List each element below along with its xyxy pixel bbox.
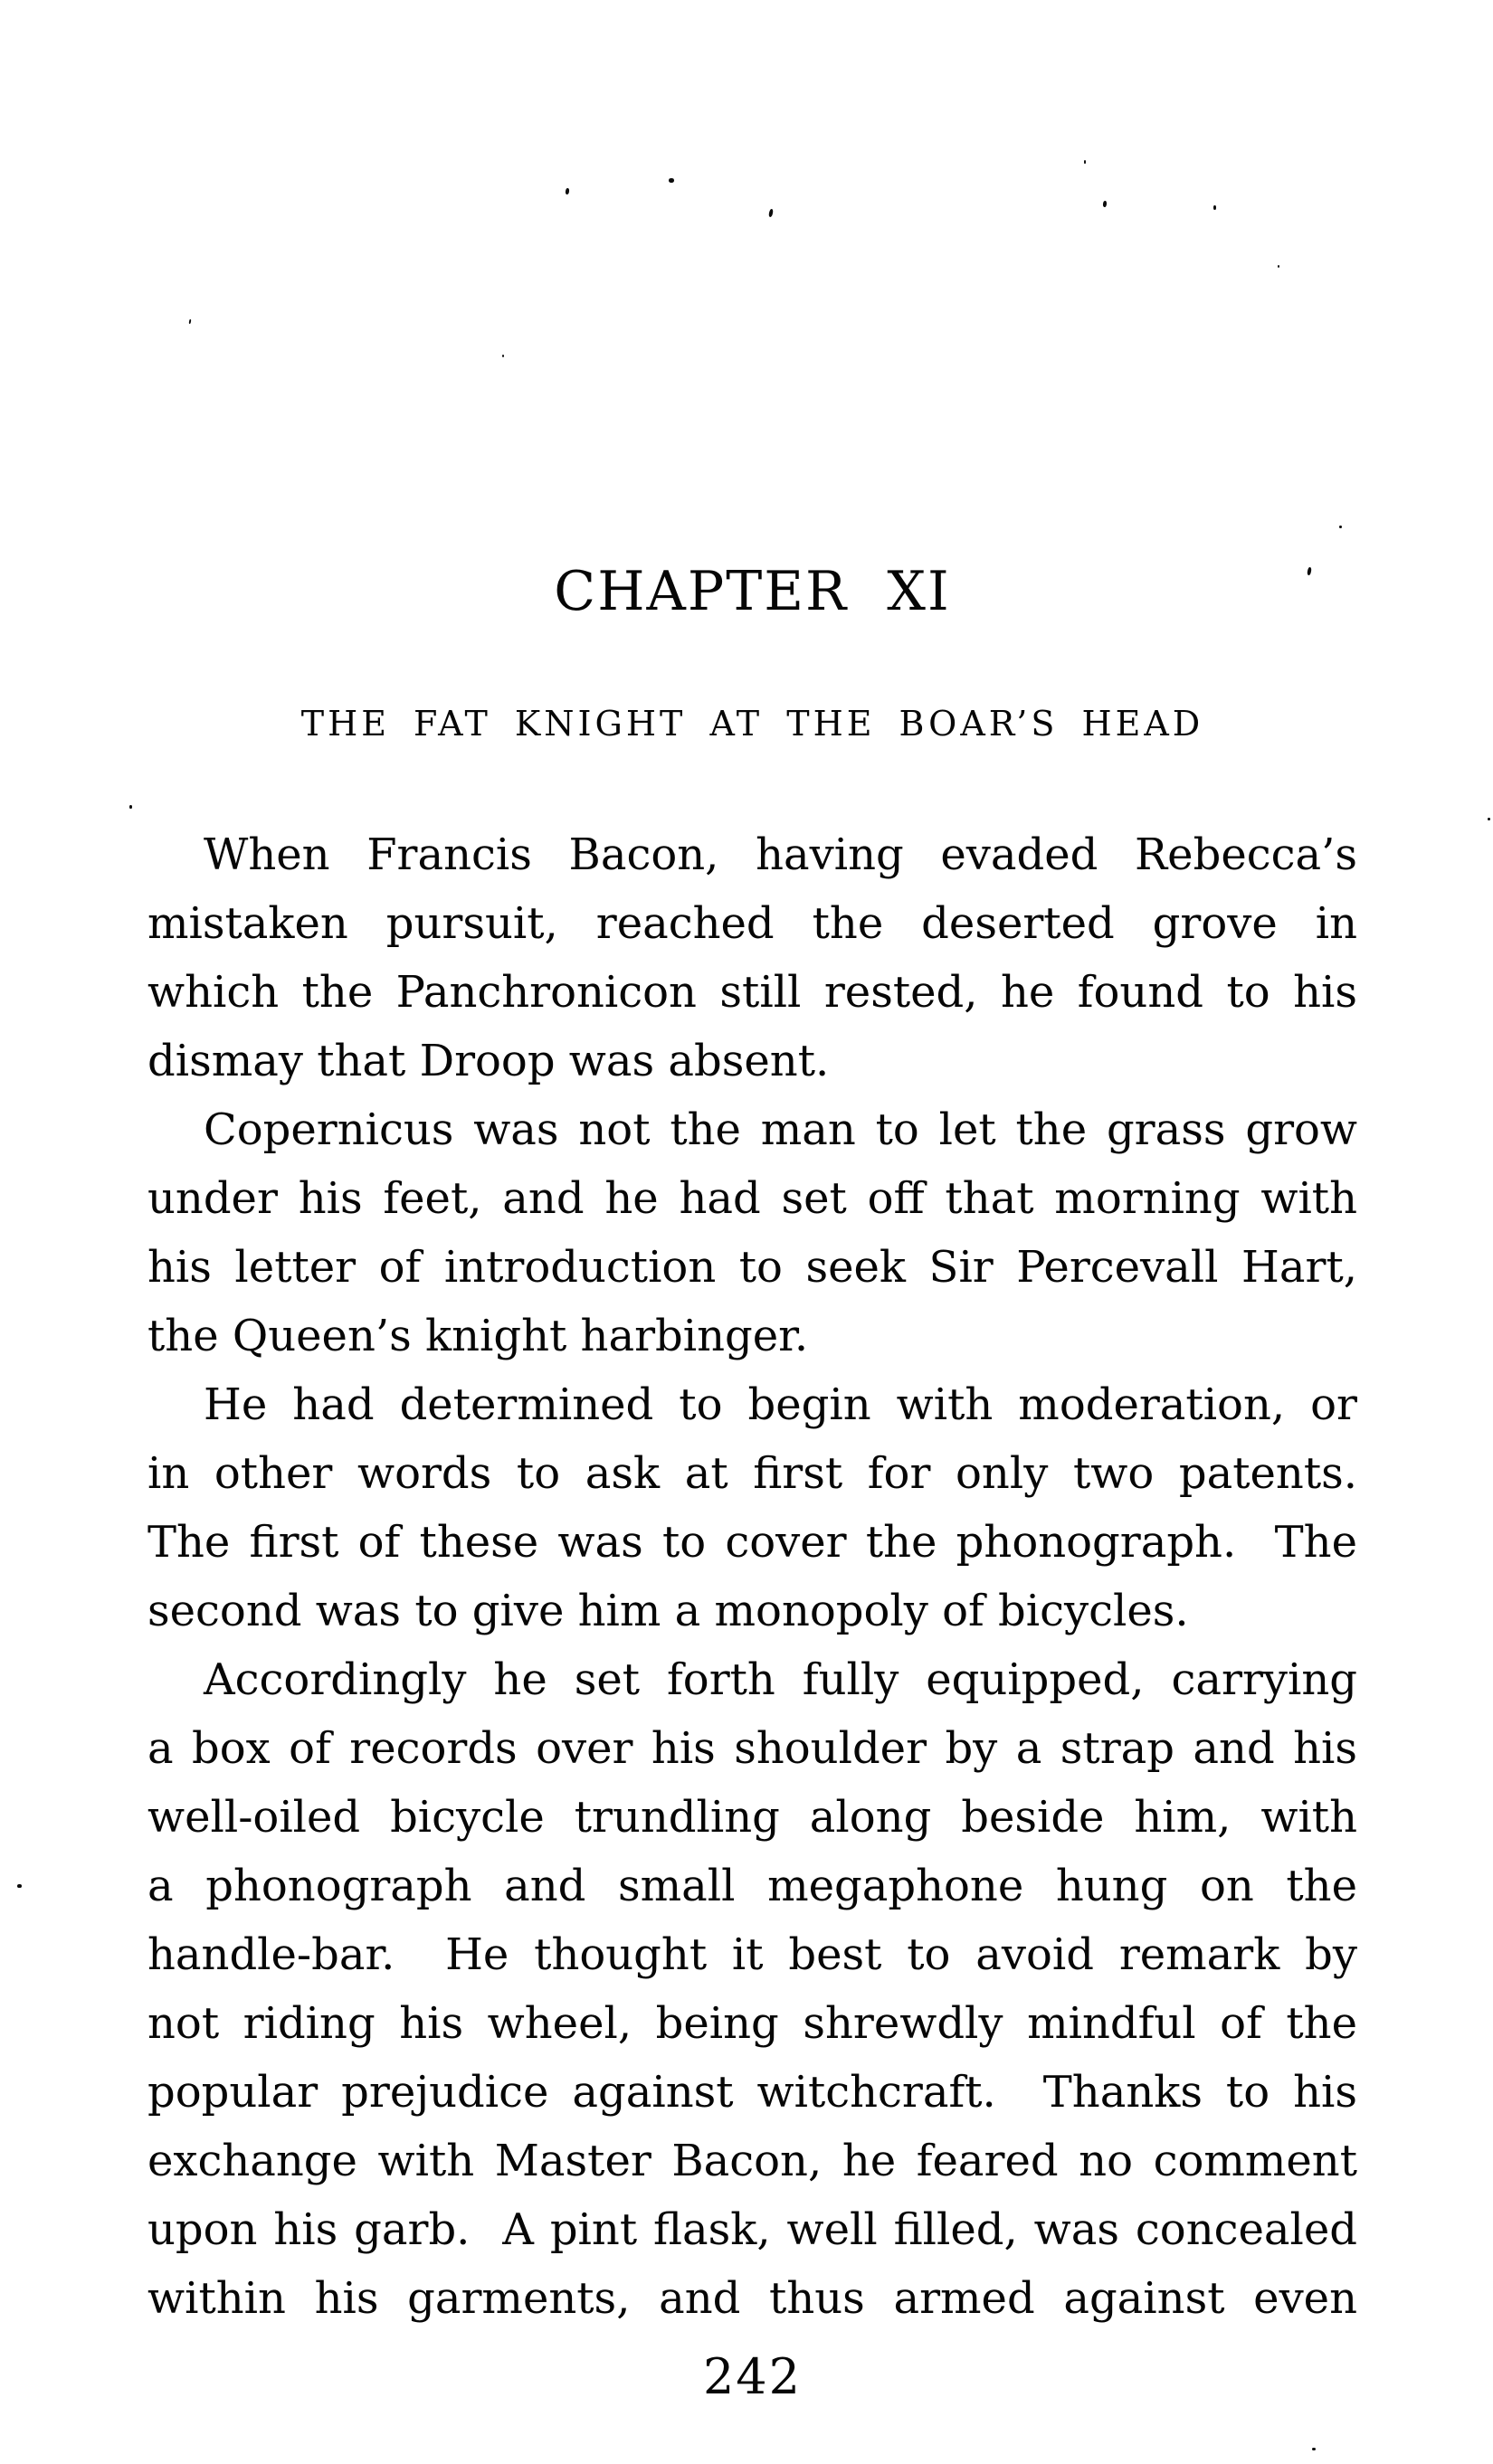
text-line: dismay that Droop was absent.: [147, 1036, 830, 1086]
text-line: not riding his wheel, being shrewdly mindful of the: [147, 1998, 1357, 2049]
text-line: He had determined to begin with moderation, or: [204, 1379, 1357, 1430]
text-line: a box of records over his shoulder by a strap and his: [147, 1723, 1357, 1774]
scan-speck: [1084, 160, 1086, 164]
scan-speck: [1278, 265, 1279, 268]
text-line: popular prejudice against witchcraft. Thanks to his: [147, 2067, 1357, 2118]
text-line: a phonograph and small megaphone hung on the: [147, 1861, 1357, 1911]
text-line: under his feet, and he had set off that morning with: [147, 1173, 1357, 1224]
scan-speck: [502, 355, 504, 357]
text-line: Accordingly he set forth fully equipped, carrying: [204, 1654, 1357, 1705]
chapter-subtitle: THE FAT KNIGHT AT THE BOAR’S HEAD: [300, 704, 1204, 744]
scan-speck: [1312, 2448, 1316, 2450]
scan-speck: [1339, 526, 1342, 528]
body-text: [147, 820, 1357, 2333]
text-line: second was to give him a monopoly of bicycles.: [147, 1586, 1189, 1636]
scan-speck: [17, 1884, 22, 1888]
text-line: Copernicus was not the man to let the grass grow: [204, 1104, 1357, 1155]
text-line: in other words to ask at first for only two patents.: [147, 1448, 1357, 1499]
text-line: upon his garb. A pint flask, well filled, was concealed: [147, 2204, 1357, 2255]
text-line: When Francis Bacon, having evaded Rebecca’s: [204, 829, 1357, 880]
page-number: 242: [702, 2348, 803, 2405]
scan-speck: [566, 188, 570, 194]
text-line: handle-bar. He thought it best to avoid remark by: [147, 1929, 1357, 1980]
scan-speck: [669, 178, 674, 183]
text-line: mistaken pursuit, reached the deserted grove in: [147, 898, 1357, 949]
scan-speck: [1213, 205, 1216, 210]
scan-speck: [189, 319, 192, 324]
text-line: the Queen’s knight harbinger.: [147, 1311, 809, 1361]
scan-speck: [768, 209, 774, 218]
text-line: which the Panchronicon still rested, he found to his: [147, 967, 1357, 1018]
paragraph: [147, 1095, 1357, 1370]
text-line: exchange with Master Bacon, he feared no comment: [147, 2136, 1357, 2186]
text-line: within his garments, and thus armed against even: [147, 2273, 1357, 2324]
paragraph: [147, 1370, 1357, 1645]
paragraph: [147, 1645, 1357, 2333]
scan-speck: [1488, 818, 1490, 820]
chapter-heading: CHAPTER XI: [554, 560, 951, 623]
scan-speck: [1103, 201, 1108, 207]
paragraph: [147, 820, 1357, 1095]
text-line: well-oiled bicycle trundling along beside him, with: [147, 1792, 1357, 1843]
text-line: The first of these was to cover the phonograph. The: [147, 1517, 1357, 1568]
text-line: his letter of introduction to seek Sir Percevall Hart,: [147, 1242, 1357, 1293]
scan-speck: [129, 805, 132, 809]
